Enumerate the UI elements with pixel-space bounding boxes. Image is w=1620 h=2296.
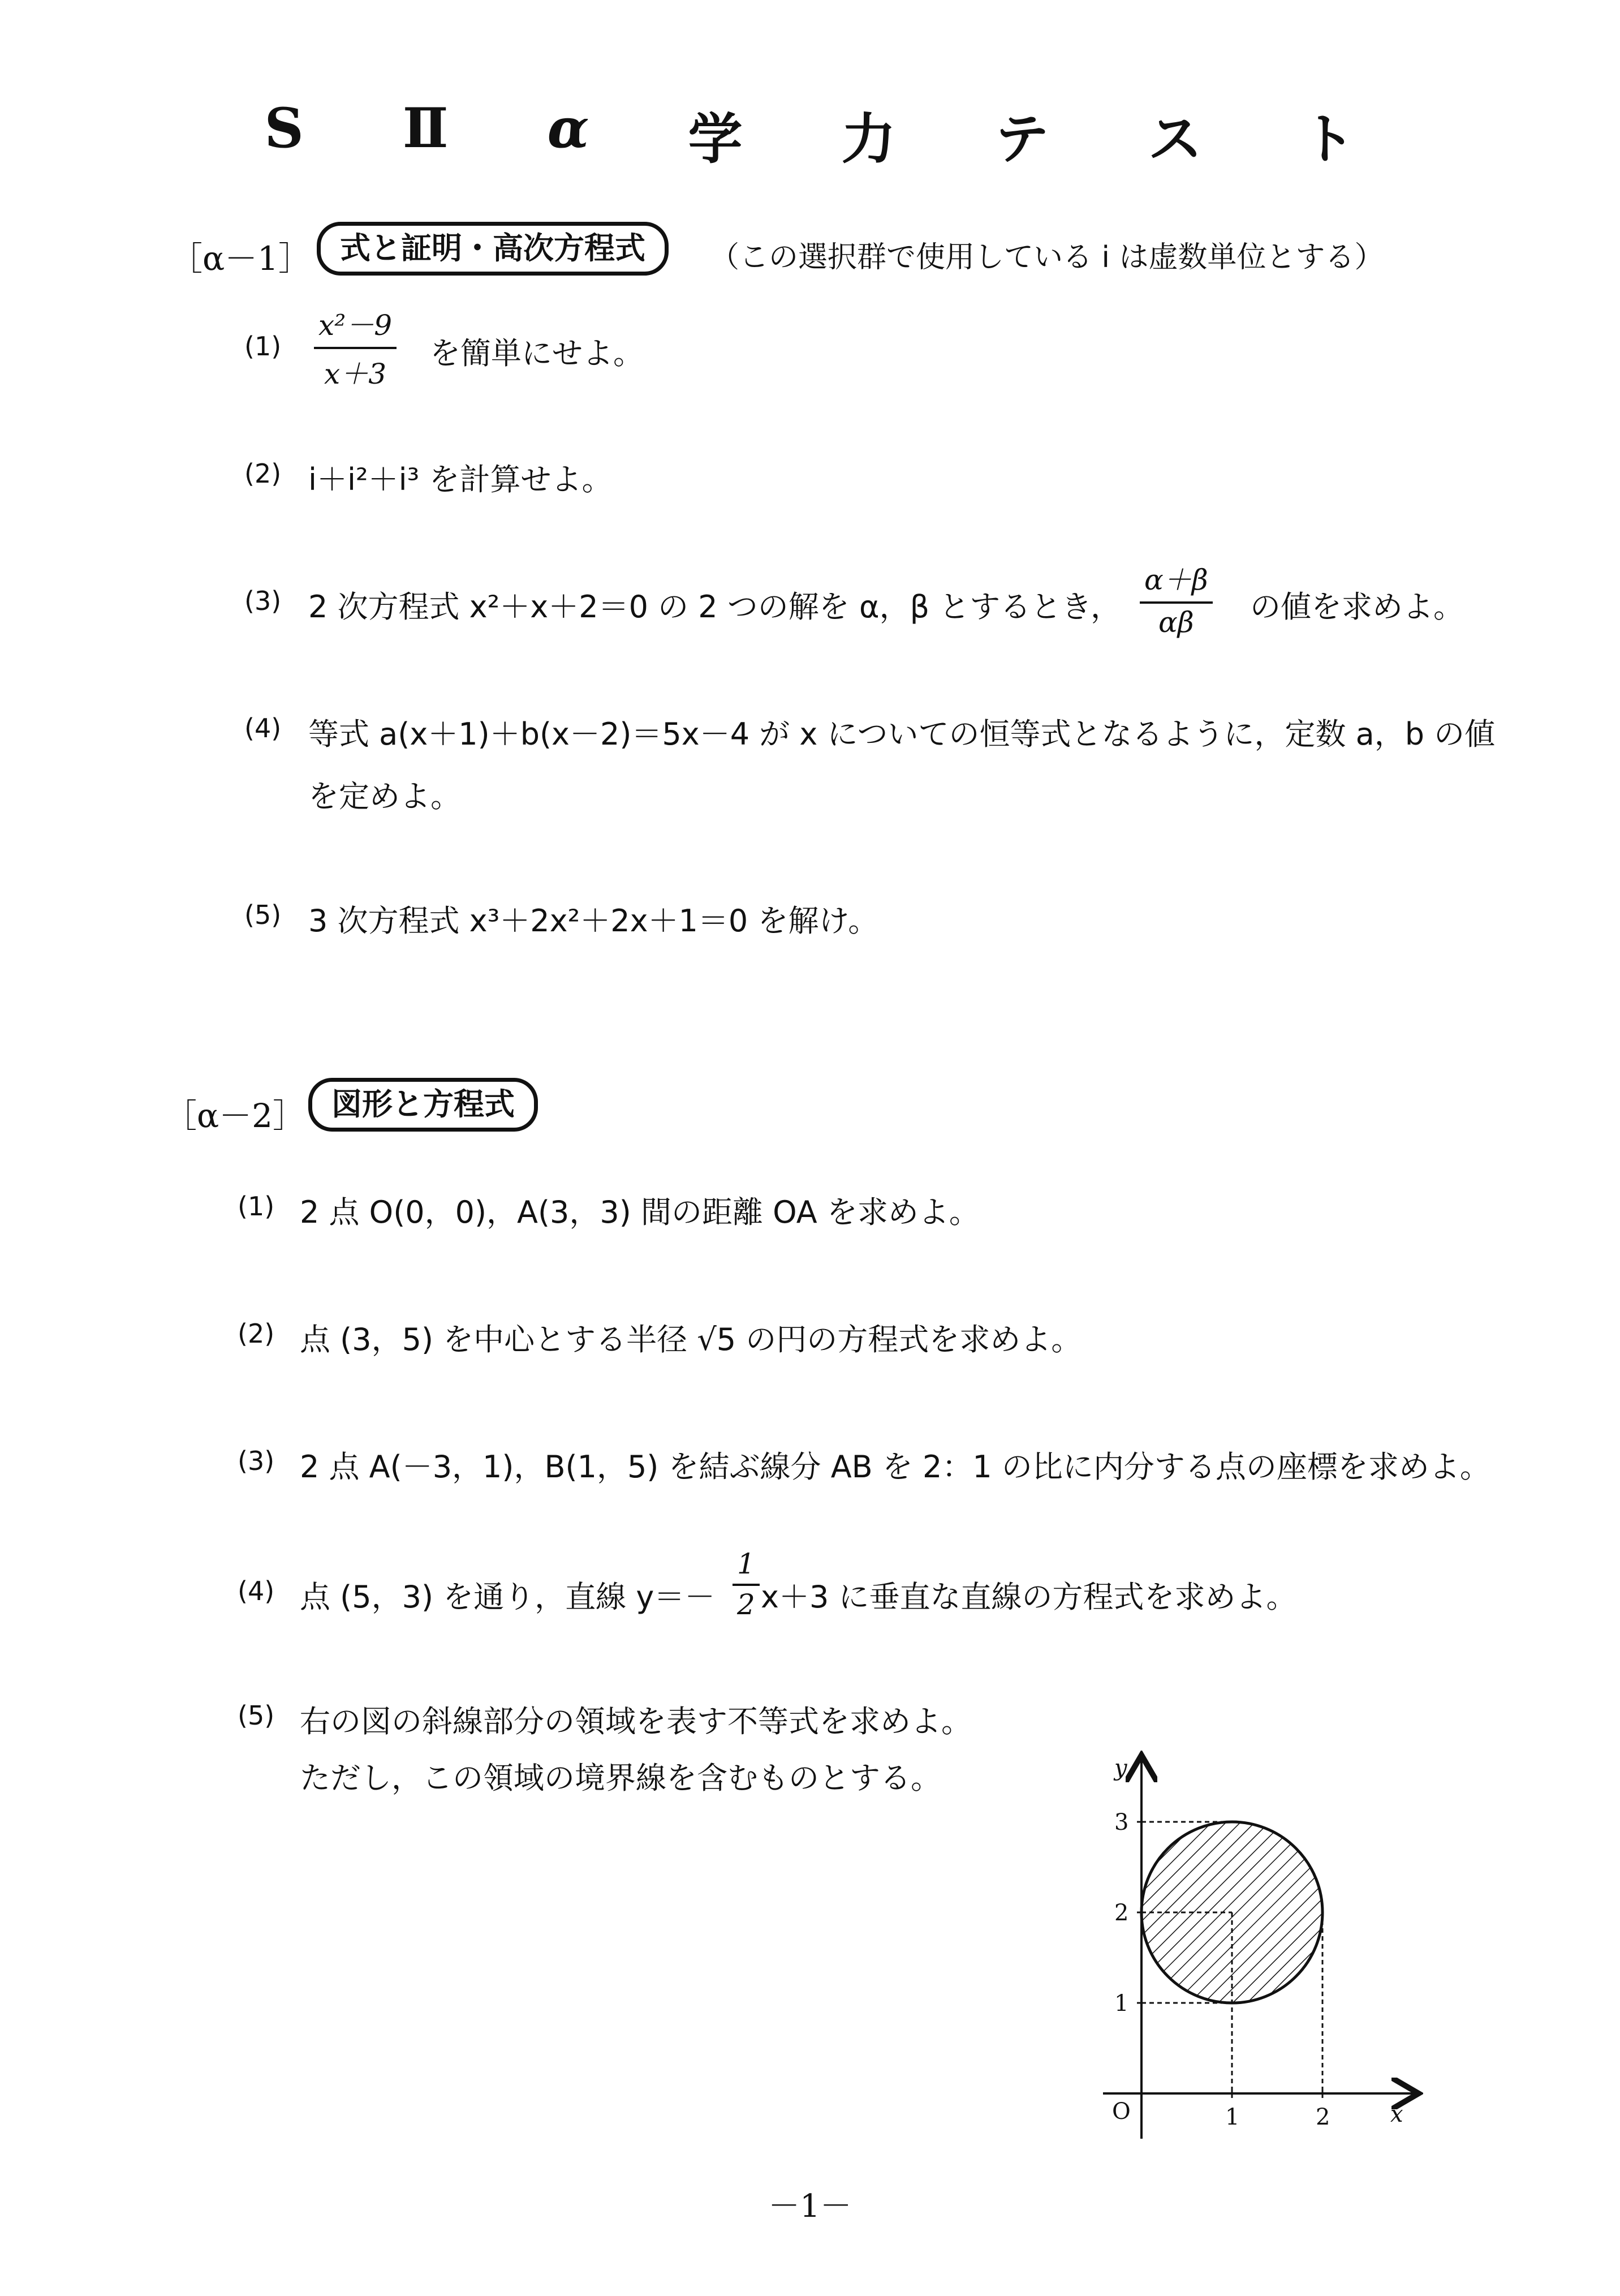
section-1-note: （この選択群で使用している i は虚数単位とする）: [710, 240, 1384, 274]
section-2-label: 図形と方程式: [308, 1078, 538, 1132]
question-text: x＋3 に垂直な直線の方程式を求めよ。: [761, 1579, 1297, 1615]
question-number: (3): [238, 1446, 275, 1476]
question-number: (2): [244, 458, 282, 489]
question-number: (2): [238, 1318, 275, 1349]
question-number: (3): [244, 586, 282, 616]
title-char: テ: [994, 107, 1049, 171]
title-char: 学: [688, 107, 743, 171]
x-tick-label: 2: [1316, 2104, 1330, 2130]
title-char: ト: [1301, 107, 1356, 171]
question-text: の値を求めよ。: [1250, 589, 1464, 625]
question-text: を定めよ。: [308, 779, 461, 814]
section-1-label: 式と証明・高次方程式: [317, 222, 669, 276]
section-1-number: ［α－1］: [170, 239, 312, 278]
fraction: [314, 303, 397, 392]
section-2-number: ［α－2］: [164, 1097, 306, 1135]
question-text: ただし，この領域の境界線を含むものとする。: [300, 1760, 941, 1796]
y-tick-label: 2: [1114, 1900, 1129, 1926]
title-char: ス: [1148, 107, 1203, 171]
fraction-denominator: x＋3: [324, 358, 387, 390]
y-axis-label: y: [1114, 1755, 1127, 1781]
page-number: －1－: [768, 2188, 852, 2225]
title-char: S: [264, 96, 304, 160]
fraction-denominator: 2: [737, 1588, 755, 1621]
title-char: α: [547, 96, 589, 160]
x-axis-label: x: [1390, 2101, 1403, 2127]
page-title: [0, 96, 1620, 174]
question-number: (1): [244, 331, 282, 362]
fraction-denominator: αβ: [1158, 606, 1194, 639]
question-text: 点 (3，5) を中心とする半径 √5 の円の方程式を求めよ。: [300, 1322, 1082, 1357]
question-text: i＋i²＋i³ を計算せよ。: [308, 462, 613, 497]
question-text: を簡単にせよ。: [430, 336, 644, 371]
question-text: 3 次方程式 x³＋2x²＋2x＋1＝0 を解け。: [308, 903, 879, 939]
fraction-numerator: α＋β: [1140, 557, 1213, 604]
question-number: (1): [238, 1191, 275, 1222]
question-text: 右の図の斜線部分の領域を表す不等式を求めよ。: [300, 1704, 972, 1739]
x-tick-label: 1: [1225, 2104, 1240, 2130]
fraction-numerator: x²－9: [314, 303, 397, 349]
origin-label: O: [1112, 2099, 1131, 2125]
question-number: (4): [244, 713, 282, 743]
title-char: 力: [841, 107, 896, 171]
question-text: 点 (5，3) を通り，直線 y＝－: [300, 1579, 716, 1615]
fraction-numerator: 1: [733, 1547, 760, 1586]
fraction: [1140, 557, 1213, 639]
question-number: (5): [244, 900, 282, 930]
fraction: [733, 1547, 760, 1621]
question-text: 2 点 A(－3，1)，B(1，5) を結ぶ線分 AB を 2：1 の比に内分する点の座標を求めよ。: [300, 1449, 1490, 1485]
y-tick-label: 3: [1114, 1809, 1129, 1835]
y-tick-label: 1: [1114, 1990, 1129, 2016]
region-graph: [1075, 1743, 1437, 2150]
question-text: 等式 a(x＋1)＋b(x－2)＝5x－4 が x についての恒等式となるように，定数 a，b の値: [308, 716, 1496, 752]
question-number: (4): [238, 1576, 275, 1606]
question-text: 2 点 O(0，0)，A(3，3) 間の距離 OA を求めよ。: [300, 1194, 980, 1230]
question-number: (5): [238, 1700, 275, 1731]
title-char: Ⅱ: [402, 96, 449, 160]
question-text: 2 次方程式 x²＋x＋2＝0 の 2 つの解を α，β とするとき，: [308, 589, 1122, 625]
